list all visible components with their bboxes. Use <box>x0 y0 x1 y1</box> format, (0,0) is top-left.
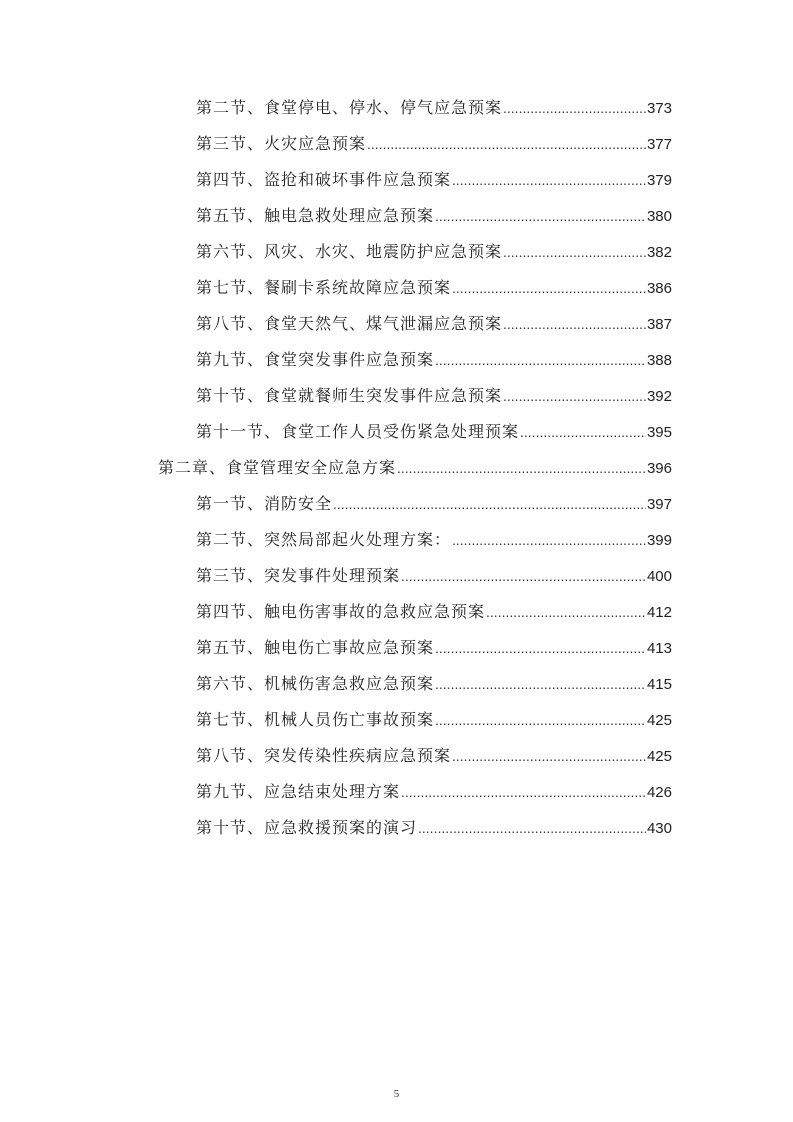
toc-entry[interactable] <box>196 240 672 264</box>
toc-entry-label: 第八节、食堂天然气、煤气泄漏应急预案 <box>196 314 503 333</box>
toc-entry[interactable] <box>196 636 672 660</box>
toc-entry-page: 377 <box>646 136 672 153</box>
toc-entry-page: 387 <box>646 316 672 333</box>
toc-entry-label: 第三节、火灾应急预案 <box>196 134 367 153</box>
page-number: 5 <box>393 1088 400 1100</box>
toc-entry[interactable] <box>196 312 672 336</box>
dot-leader <box>486 600 646 624</box>
toc-entry-label: 第十节、应急救援预案的演习 <box>196 818 418 837</box>
toc-entry-page: 380 <box>646 208 672 225</box>
toc-entry-label: 第四节、触电伤害事故的急救应急预案 <box>196 602 486 621</box>
toc-entry-page: 396 <box>646 460 672 477</box>
dot-leader <box>435 204 646 228</box>
toc-entry[interactable] <box>196 564 672 588</box>
dot-leader <box>503 384 646 408</box>
toc-entry-label: 第一节、消防安全 <box>196 494 333 513</box>
dot-leader <box>503 96 646 120</box>
toc-entry-page: 425 <box>646 712 672 729</box>
toc-entry-page: 379 <box>646 172 672 189</box>
dot-leader <box>435 672 646 696</box>
toc-entry-label: 第十节、食堂就餐师生突发事件应急预案 <box>196 386 503 405</box>
dot-leader <box>435 636 646 660</box>
toc-entry-label: 第五节、触电急救处理应急预案 <box>196 206 435 225</box>
dot-leader <box>503 240 646 264</box>
toc-entry[interactable] <box>196 204 672 228</box>
toc-entry-label: 第八节、突发传染性疾病应急预案 <box>196 746 452 765</box>
dot-leader <box>503 312 646 336</box>
toc-entry-label: 第四节、盗抢和破坏事件应急预案 <box>196 170 452 189</box>
toc-entry[interactable] <box>196 384 672 408</box>
toc-entry-label: 第七节、餐刷卡系统故障应急预案 <box>196 278 452 297</box>
dot-leader <box>452 168 646 192</box>
toc-entry-page: 388 <box>646 352 672 369</box>
dot-leader <box>367 132 646 156</box>
toc-entry[interactable] <box>196 276 672 300</box>
toc-entry[interactable] <box>196 528 672 552</box>
toc-entry-page: 392 <box>646 388 672 405</box>
toc-chapter-entry[interactable] <box>158 456 672 480</box>
toc-entry-label: 第二节、食堂停电、停水、停气应急预案 <box>196 98 503 117</box>
toc-entry-page: 426 <box>646 784 672 801</box>
toc-entry[interactable] <box>196 132 672 156</box>
toc-entry[interactable] <box>196 708 672 732</box>
toc-entry-label: 第六节、风灾、水灾、地震防护应急预案 <box>196 242 503 261</box>
toc-entry-label: 第九节、应急结束处理方案 <box>196 782 401 801</box>
dot-leader <box>520 420 646 444</box>
toc-entry-page: 382 <box>646 244 672 261</box>
toc-entry[interactable] <box>196 672 672 696</box>
toc-entry[interactable] <box>196 600 672 624</box>
toc-entry[interactable] <box>196 420 672 444</box>
dot-leader <box>452 528 646 552</box>
toc-entry-page: 397 <box>646 496 672 513</box>
toc-entry-label: 第三节、突发事件处理预案 <box>196 566 401 585</box>
toc-entry-page: 386 <box>646 280 672 297</box>
dot-leader <box>452 276 646 300</box>
dot-leader <box>418 816 646 840</box>
toc-entry-page: 399 <box>646 532 672 549</box>
toc-entry-label: 第五节、触电伤亡事故应急预案 <box>196 638 435 657</box>
toc-entry-page: 412 <box>646 604 672 621</box>
toc-entry-page: 425 <box>646 748 672 765</box>
toc-entry-label: 第十一节、食堂工作人员受伤紧急处理预案 <box>196 422 520 441</box>
toc-entry-label: 第六节、机械伤害急救应急预案 <box>196 674 435 693</box>
toc-entry[interactable] <box>196 816 672 840</box>
toc-entry[interactable] <box>196 96 672 120</box>
toc-entry-page: 400 <box>646 568 672 585</box>
toc-entry-page: 413 <box>646 640 672 657</box>
dot-leader <box>397 456 646 480</box>
toc-entry-page: 430 <box>646 820 672 837</box>
toc-entry[interactable] <box>196 168 672 192</box>
dot-leader <box>435 348 646 372</box>
toc-entry[interactable] <box>196 744 672 768</box>
toc-entry-label: 第九节、食堂突发事件应急预案 <box>196 350 435 369</box>
dot-leader <box>435 708 646 732</box>
toc-entry[interactable] <box>196 348 672 372</box>
toc-entry-page: 395 <box>646 424 672 441</box>
dot-leader <box>452 744 646 768</box>
toc-entry-page: 373 <box>646 100 672 117</box>
dot-leader <box>333 492 646 516</box>
toc-entry-label: 第二章、食堂管理安全应急方案 <box>158 458 397 477</box>
toc-entry-page: 415 <box>646 676 672 693</box>
dot-leader <box>401 564 646 588</box>
dot-leader <box>401 780 646 804</box>
toc-entry-label: 第二节、突然局部起火处理方案： <box>196 530 452 549</box>
toc-entry-label: 第七节、机械人员伤亡事故预案 <box>196 710 435 729</box>
toc-entry[interactable] <box>196 492 672 516</box>
toc-entry[interactable] <box>196 780 672 804</box>
